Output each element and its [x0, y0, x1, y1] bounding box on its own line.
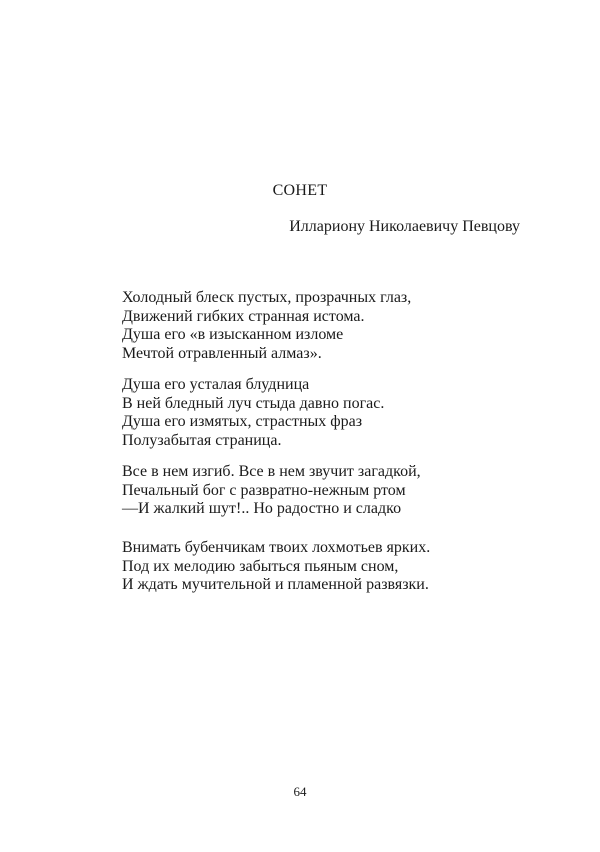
poem-line: Мечтой отравленный алмаз».	[122, 344, 322, 362]
stanza-3	[122, 463, 421, 519]
poem-line: Душа его «в изысканном изломе	[122, 326, 344, 343]
poem-line: Холодный блеск пустых, прозрачных глаз,	[122, 289, 412, 306]
stanza-2	[122, 376, 384, 450]
poem-line: Душа его измятых, страстных фраз	[122, 413, 363, 430]
poem-line: В ней бледный луч стыда давно погас.	[122, 394, 385, 412]
poem-dedication: Иллариону Николаевичу Певцову	[289, 218, 520, 235]
poem-title: СОНЕТ	[272, 182, 328, 199]
stanza-4	[122, 539, 430, 595]
poem-line: И ждать мучительной и пламенной развязки.	[122, 576, 429, 593]
poem-line: Душа его усталая блудница	[122, 376, 310, 393]
stanza-1	[122, 289, 411, 363]
poem-line: Под их мелодию забыться пьяным сном,	[122, 557, 399, 575]
poem-line: Полузабытая страница.	[122, 431, 282, 449]
poem-line: Печальный бог с развратно-нежным ртом	[122, 481, 406, 499]
page-number: 64	[293, 784, 307, 799]
poem-line: Внимать бубенчикам твоих лохмотьев ярких.	[122, 539, 431, 556]
poem-line: Движений гибких странная истома.	[122, 307, 365, 325]
poem-line: —И жалкий шут!.. Но радостно и сладко	[122, 500, 402, 517]
poem-line: Все в нем изгиб. Все в нем звучит загадкой,	[122, 463, 421, 480]
